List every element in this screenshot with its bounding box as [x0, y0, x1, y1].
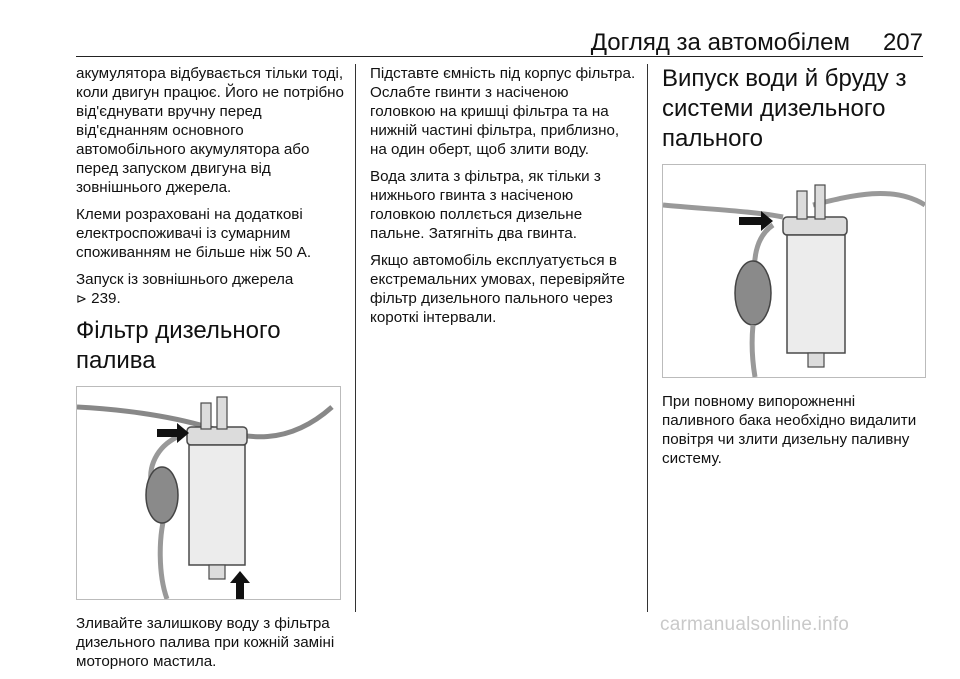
page-header: [0, 28, 960, 58]
page-number: 207: [882, 29, 923, 56]
primer-bulb: [146, 467, 178, 523]
jump-start-page-ref[interactable]: 239.: [91, 290, 121, 307]
filter-body: [189, 445, 245, 565]
bleed-system-illustration: [662, 164, 926, 378]
column-divider-2: [647, 64, 648, 612]
paragraph-empty-tank: При повному випорожненні паливного бака необхідно видалити повітря чи злити дизельну паливну систему.: [662, 393, 917, 467]
caption-drain-water: Зливайте залишкову воду з фільтра дизельного палива при кожній заміні моторного мастила.: [76, 615, 335, 670]
filter-head: [187, 427, 247, 445]
paragraph-extreme-conditions: Якщо автомобіль експлуатується в екстремальних умовах, перевіряйте фільтр дизельного пального через короткі інтервали.: [370, 252, 625, 326]
jump-start-text: Запуск із зовнішнього джерела: [76, 271, 294, 288]
filter-head: [783, 217, 847, 235]
page-reference-icon: ⊳: [76, 291, 87, 306]
column-right: [662, 64, 924, 476]
filter-fitting-1: [797, 191, 807, 219]
header-divider: [76, 56, 923, 57]
hose-bottom: [752, 325, 755, 377]
paragraph-terminals: Клеми розраховані на додаткові електроспоживачі із сумарним споживанням не більше ніж 50 А.: [76, 206, 312, 261]
paragraph-water-drained: Вода злита з фільтра, як тільки з нижнього гвинта з насіченою головкою поллється дизельне пальне. Затягніть два гвинта.: [370, 168, 601, 242]
drain-screw: [808, 353, 824, 367]
drain-screw: [209, 565, 225, 579]
heading-water-release: Випуск води й бруду з системи дизельного пального: [662, 65, 907, 152]
paragraph-loosen-screws: Підставте ємність під корпус фільтра. Ослабте гвинти з насіченою головкою на кришці фільтра та на нижній частині фільтра, приблизно, на один оберт, щоб злити воду.: [370, 65, 636, 158]
column-middle: [370, 64, 636, 335]
filter-fitting-1: [201, 403, 211, 429]
site-watermark: carmanualsonline.info: [660, 614, 850, 635]
fuel-hose-right: [813, 193, 925, 205]
paragraph-jump-start: [76, 270, 344, 308]
filter-body: [787, 235, 845, 353]
primer-bulb: [735, 261, 771, 325]
paragraph-battery: акумулятора відбувається тільки тоді, коли двигун працює. Його не потрібно від'єднувати вручну перед від'єднанням основного автомобільного акумулятора або перед запуском двигуна від зовнішнього джерела.: [76, 65, 344, 196]
column-left: [76, 64, 344, 679]
filter-fitting-2: [217, 397, 227, 429]
fuel-filter-drawing: [77, 387, 340, 599]
column-divider-1: [355, 64, 356, 612]
heading-diesel-filter: Фільтр дизельного палива: [76, 317, 281, 374]
filter-fitting-2: [815, 185, 825, 219]
fuel-system-drawing: [663, 165, 925, 377]
diesel-filter-illustration: [76, 386, 341, 600]
section-title: Догляд за автомобілем: [590, 29, 850, 56]
lower-screw-arrow: [230, 571, 250, 599]
